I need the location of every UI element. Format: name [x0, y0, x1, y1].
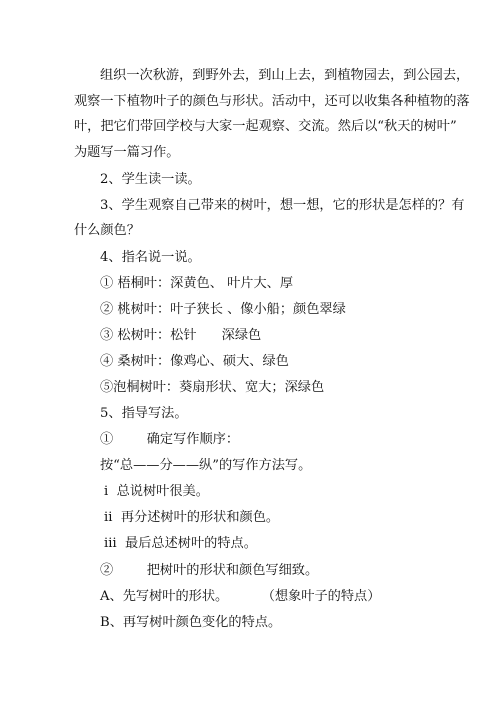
step-4-heading: 4、指名说一说。 — [100, 250, 201, 265]
letter-item-a: A、先写树叶的形状。 （想象叶子的特点） — [100, 589, 381, 604]
leaf-item-2: ② 桃树叶：叶子狭长 、像小船；颜色翠绿 — [100, 302, 346, 317]
paragraph-line-1: 组织一次秋游，到野外去，到山上去，到植物园去，到公园去， — [100, 68, 470, 83]
leaf-item-3: ③ 松树叶：松针 深绿色 — [100, 328, 262, 343]
roman-item-3: ⅲ 最后总述树叶的特点。 — [104, 536, 257, 551]
paragraph-line-3: 叶，把它们带回学校与大家一起观察、交流。然后以“秋天的树叶” — [74, 119, 457, 134]
step-3-line-1: 3、学生观察自己带来的树叶，想一想，它的形状是怎样的？有 — [100, 198, 465, 213]
leaf-item-5: ⑤泡桐树叶：葵扇形状、宽大；深绿色 — [100, 380, 325, 395]
paragraph-line-4: 为题写一篇习作。 — [74, 145, 180, 160]
roman-item-1: ⅰ 总说树叶很美。 — [104, 484, 209, 499]
step-5-heading: 5、指导写法。 — [100, 406, 188, 421]
leaf-item-4: ④ 桑树叶：像鸡心、硕大、绿色 — [100, 354, 289, 369]
writing-method-line: 按“总——分——纵”的写作方法写。 — [100, 458, 312, 473]
leaf-item-1: ① 梧桐叶：深黄色、 叶片大、厚 — [100, 276, 294, 291]
roman-item-2: ⅱ 再分述树叶的形状和颜色。 — [104, 510, 280, 525]
step-2-heading: 2、学生读一读。 — [100, 172, 201, 187]
step-3-line-2: 什么颜色？ — [74, 223, 140, 238]
detail-heading: ② 把树叶的形状和颜色写细致。 — [100, 563, 319, 578]
writing-order-heading: ① 确定写作顺序： — [100, 432, 240, 447]
letter-item-b: B、再写树叶颜色变化的特点。 — [100, 615, 282, 630]
paragraph-line-2: 观察一下植物叶子的颜色与形状。活动中，还可以收集各种植物的落 — [74, 94, 470, 109]
